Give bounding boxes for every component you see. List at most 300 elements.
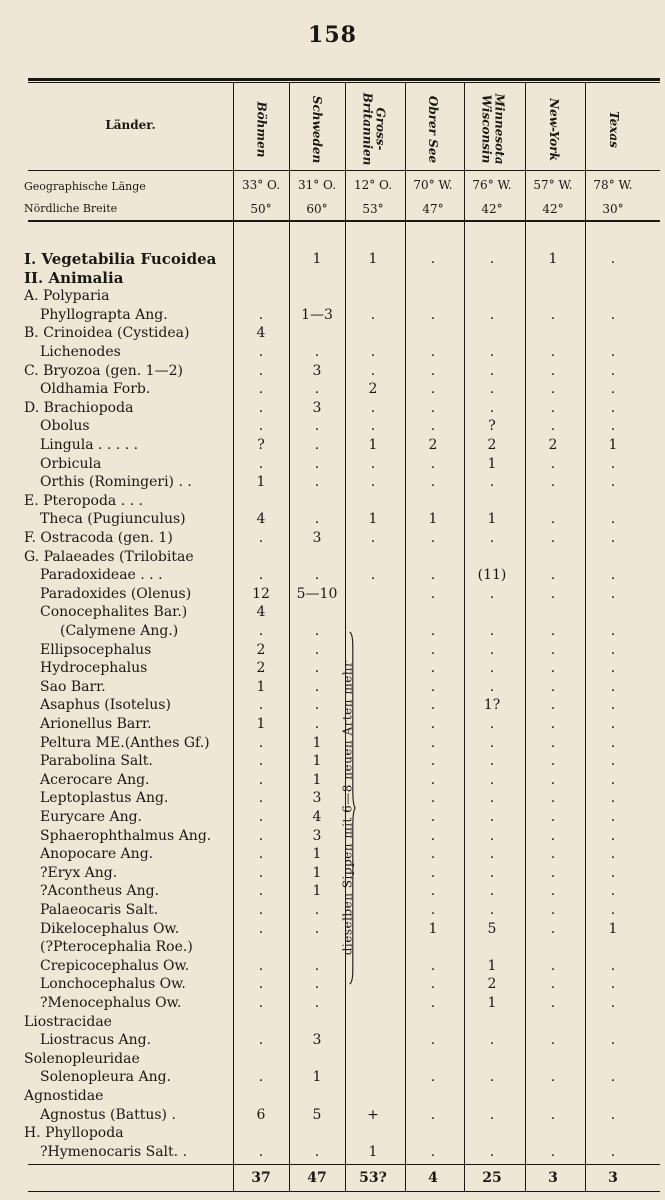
column-header-line: Wisconsin — [479, 94, 494, 164]
count-cell: . — [550, 771, 556, 788]
count-cell: . — [258, 399, 264, 416]
count-cell: . — [314, 567, 320, 584]
count-cell: . — [550, 976, 556, 993]
taxon-label: G. Palaeades (Trilobitae — [24, 548, 194, 565]
count-cell: . — [314, 474, 320, 491]
count-cell: 1 — [608, 920, 618, 937]
count-cell: . — [370, 530, 376, 546]
geo-lat-value: 30° — [602, 202, 624, 216]
table-row — [0, 492, 665, 511]
count-cell: . — [258, 976, 264, 993]
count-cell: . — [489, 362, 495, 379]
count-cell: . — [550, 511, 556, 528]
geo-lat-value: 42° — [481, 202, 503, 216]
count-cell: . — [258, 530, 264, 546]
table-row — [0, 1031, 665, 1050]
count-cell: . — [314, 641, 320, 658]
count-cell: . — [550, 1069, 556, 1086]
count-cell: . — [489, 344, 495, 360]
count-cell: . — [370, 455, 376, 472]
count-cell: 2 — [368, 381, 378, 398]
count-cell: . — [489, 753, 495, 770]
count-cell: 1 — [487, 957, 497, 974]
taxon-label: Solenopleura Ang. — [40, 1069, 171, 1086]
count-cell: 1 — [256, 716, 266, 732]
column-header-label — [479, 93, 505, 164]
count-cell: . — [430, 306, 436, 323]
taxon-label: Orbicula — [40, 455, 102, 472]
taxon-label: H. Phyllopoda — [24, 1125, 124, 1142]
taxon-label: Crepicocephalus Ow. — [40, 957, 190, 974]
count-cell: . — [550, 864, 556, 881]
count-cell: . — [489, 474, 495, 491]
taxon-label: ?Acontheus Ang. — [40, 883, 160, 900]
count-cell: . — [258, 306, 264, 323]
count-cell: . — [258, 957, 264, 974]
count-cell: . — [370, 474, 376, 491]
count-cell: 1 — [548, 251, 558, 267]
count-cell: . — [550, 995, 556, 1011]
count-cell: 1 — [312, 734, 322, 751]
geo-lat-value: 53° — [362, 202, 384, 216]
count-cell: 1 — [368, 251, 378, 267]
table-row — [0, 1106, 665, 1125]
count-cell: 5 — [487, 920, 497, 937]
count-cell: (11) — [477, 567, 507, 584]
table-row — [0, 1124, 665, 1143]
count-cell: . — [610, 455, 616, 472]
count-cell: . — [314, 344, 320, 360]
taxon-label: Eurycare Ang. — [40, 809, 142, 825]
column-header — [297, 88, 337, 170]
table-row — [0, 1087, 665, 1106]
count-cell: . — [258, 381, 264, 398]
count-cell: . — [430, 1032, 436, 1049]
count-cell: . — [489, 641, 495, 658]
count-cell: . — [430, 418, 436, 435]
count-cell: . — [258, 809, 264, 825]
count-cell: 4 — [312, 809, 322, 825]
count-cell: . — [430, 864, 436, 881]
count-cell: . — [610, 660, 616, 677]
count-cell: . — [610, 995, 616, 1011]
count-cell: . — [489, 585, 495, 602]
count-cell: . — [550, 716, 556, 732]
count-cell: . — [489, 734, 495, 751]
table-rule — [28, 78, 660, 81]
taxon-label: Acerocare Ang. — [40, 771, 150, 788]
taxon-label: Phyllograpta Ang. — [40, 306, 168, 323]
count-cell: . — [489, 306, 495, 323]
count-cell: . — [258, 864, 264, 881]
count-cell: 2 — [428, 437, 438, 453]
count-cell: . — [430, 1143, 436, 1160]
count-cell: . — [430, 902, 436, 918]
count-cell: . — [550, 530, 556, 546]
count-cell: . — [610, 641, 616, 658]
count-cell: . — [550, 1106, 556, 1123]
taxon-label: Liostracidae — [24, 1013, 112, 1030]
taxon-label: Theca (Pugiunculus) — [40, 511, 186, 528]
table-row — [0, 1068, 665, 1087]
taxon-label: Conocephalites Bar.) — [40, 604, 188, 621]
count-cell: . — [430, 585, 436, 602]
count-cell: . — [610, 753, 616, 770]
count-cell: . — [489, 846, 495, 863]
count-cell: . — [550, 362, 556, 379]
count-cell: . — [430, 846, 436, 863]
count-cell: 1 — [487, 511, 497, 528]
count-cell: . — [370, 567, 376, 584]
table-row — [0, 362, 665, 381]
count-cell: 1 — [608, 437, 618, 453]
count-cell: 1 — [428, 511, 438, 528]
count-cell: . — [550, 957, 556, 974]
column-header — [533, 88, 573, 170]
count-cell: . — [610, 474, 616, 491]
taxon-label: D. Brachiopoda — [24, 399, 134, 416]
count-cell: . — [258, 753, 264, 770]
table-row — [0, 287, 665, 306]
taxon-label: II. Animalia — [24, 268, 124, 287]
count-cell: 1 — [312, 753, 322, 770]
count-cell: . — [489, 678, 495, 695]
count-cell: . — [430, 344, 436, 360]
count-cell: 1 — [312, 883, 322, 900]
count-cell: . — [550, 920, 556, 937]
count-cell: . — [610, 697, 616, 714]
taxon-label: ?Hymenocaris Salt. . — [40, 1143, 188, 1160]
count-cell: . — [610, 902, 616, 918]
count-cell: + — [367, 1106, 379, 1123]
count-cell: . — [430, 362, 436, 379]
count-cell: . — [550, 399, 556, 416]
taxon-label: Palaeocaris Salt. — [40, 902, 159, 918]
count-cell: . — [610, 623, 616, 639]
count-cell: . — [489, 790, 495, 807]
count-cell: . — [314, 920, 320, 937]
count-cell: 1 — [368, 437, 378, 453]
table-row — [0, 399, 665, 418]
count-cell: 6 — [256, 1106, 266, 1123]
count-cell: . — [610, 716, 616, 732]
geo-lat-value: 50° — [250, 202, 272, 216]
count-cell: . — [314, 957, 320, 974]
geo-length-value: 57° W. — [533, 178, 573, 192]
count-cell: . — [430, 641, 436, 658]
count-cell: . — [489, 1143, 495, 1160]
count-cell: 1 — [312, 251, 322, 267]
column-header-line: Minnesota — [492, 93, 507, 165]
column-header — [472, 88, 512, 170]
count-cell: . — [258, 1143, 264, 1160]
count-cell: . — [258, 344, 264, 360]
count-cell: . — [489, 771, 495, 788]
count-cell: . — [489, 902, 495, 918]
table-row — [0, 417, 665, 436]
geo-lat-value: 47° — [422, 202, 444, 216]
side-note-text: dieselben Sippen mit 6—8 neuen Arten mehr — [340, 660, 355, 956]
count-cell: . — [258, 771, 264, 788]
count-cell: 1 — [312, 846, 322, 863]
count-cell: 1 — [487, 995, 497, 1011]
count-cell: 3 — [312, 399, 322, 416]
count-cell: . — [314, 902, 320, 918]
geo-length-value: 70° W. — [413, 178, 453, 192]
count-cell: . — [430, 381, 436, 398]
count-cell: . — [550, 344, 556, 360]
count-cell: . — [489, 530, 495, 546]
column-header — [593, 88, 633, 170]
count-cell: . — [610, 530, 616, 546]
count-cell: 2 — [548, 437, 558, 453]
table-rule — [28, 170, 660, 171]
taxon-label: Dikelocephalus Ow. — [40, 920, 180, 937]
count-cell: . — [430, 567, 436, 584]
count-cell: . — [610, 809, 616, 825]
count-cell: . — [314, 697, 320, 714]
count-cell: 5—10 — [296, 585, 338, 602]
geo-lat-value: 60° — [306, 202, 328, 216]
count-cell: . — [489, 251, 495, 267]
column-header-label — [547, 98, 560, 161]
count-cell: ? — [257, 437, 265, 453]
count-cell: . — [258, 827, 264, 844]
taxon-label: (Calymene Ang.) — [60, 623, 179, 639]
geo-length-value: 12° O. — [353, 178, 393, 192]
taxon-label: Arionellus Barr. — [40, 716, 152, 732]
count-cell: . — [550, 585, 556, 602]
taxon-label: Solenopleuridae — [24, 1050, 140, 1067]
taxon-label: Paradoxideae . . . — [40, 567, 163, 584]
count-cell: . — [430, 697, 436, 714]
taxon-label: A. Polyparia — [24, 288, 110, 305]
count-cell: . — [610, 1032, 616, 1049]
count-cell: 2 — [487, 976, 497, 993]
table-row — [0, 529, 665, 548]
taxon-label: Oldhamia Forb. — [40, 381, 151, 398]
total-cell: 37 — [251, 1170, 271, 1186]
count-cell: . — [314, 623, 320, 639]
taxon-label: Liostracus Ang. — [40, 1032, 152, 1049]
column-header-line: New-York — [546, 97, 561, 161]
table-rule — [28, 220, 660, 222]
taxon-label: Parabolina Salt. — [40, 753, 153, 770]
count-cell: . — [314, 976, 320, 993]
count-cell: . — [550, 455, 556, 472]
count-cell: . — [430, 455, 436, 472]
count-cell: . — [430, 474, 436, 491]
taxon-label: F. Ostracoda (gen. 1) — [24, 530, 173, 546]
count-cell: . — [430, 771, 436, 788]
total-cell: 3 — [608, 1170, 618, 1186]
count-cell: . — [550, 790, 556, 807]
table-row — [0, 380, 665, 399]
count-cell: 3 — [312, 362, 322, 379]
count-cell: . — [258, 418, 264, 435]
count-cell: . — [610, 846, 616, 863]
column-header-line: Britannien — [360, 92, 374, 166]
taxon-label: Hydrocephalus — [40, 660, 148, 677]
table-row — [0, 510, 665, 529]
count-cell: . — [370, 306, 376, 323]
taxon-label: C. Bryozoa (gen. 1—2) — [24, 362, 183, 379]
count-cell: . — [610, 678, 616, 695]
column-header-line: Texas — [606, 110, 621, 148]
table-row — [0, 548, 665, 567]
count-cell: . — [314, 660, 320, 677]
side-note — [318, 588, 376, 1028]
taxon-label: Agnostidae — [24, 1088, 104, 1104]
table-row — [0, 436, 665, 455]
count-cell: . — [430, 623, 436, 639]
count-cell: . — [489, 660, 495, 677]
laender-label: Länder. — [105, 118, 156, 132]
count-cell: . — [489, 864, 495, 881]
taxon-label: Agnostus (Battus) . — [40, 1106, 176, 1123]
count-cell: 12 — [252, 585, 270, 602]
count-cell: . — [610, 734, 616, 751]
count-cell: . — [550, 381, 556, 398]
taxon-label: Lonchocephalus Ow. — [40, 976, 186, 993]
taxon-label: Obolus — [40, 418, 90, 435]
count-cell: . — [550, 753, 556, 770]
page-number: 158 — [308, 22, 357, 48]
count-cell: . — [610, 251, 616, 267]
count-cell: 1 — [256, 678, 266, 695]
totals-row — [0, 1168, 665, 1190]
count-cell: . — [370, 399, 376, 416]
count-cell: . — [610, 381, 616, 398]
count-cell: . — [550, 623, 556, 639]
taxon-label: Anopocare Ang. — [40, 846, 154, 863]
count-cell: . — [258, 995, 264, 1011]
taxon-label: Lingula . . . . . — [40, 437, 139, 453]
taxon-label: E. Pteropoda . . . — [24, 492, 143, 509]
count-cell: . — [610, 790, 616, 807]
count-cell: . — [610, 585, 616, 602]
taxon-label: B. Crinoidea (Cystidea) — [24, 325, 190, 342]
taxon-label: Leptoplastus Ang. — [40, 790, 169, 807]
count-cell: . — [430, 809, 436, 825]
count-cell: . — [610, 306, 616, 323]
count-cell: . — [314, 995, 320, 1011]
table-rule — [28, 82, 660, 83]
count-cell: . — [258, 623, 264, 639]
count-cell: . — [430, 1106, 436, 1123]
count-cell: . — [610, 771, 616, 788]
count-cell: . — [550, 641, 556, 658]
count-cell: . — [430, 251, 436, 267]
table-rule — [28, 1164, 660, 1165]
count-cell: . — [610, 976, 616, 993]
count-cell: . — [489, 381, 495, 398]
count-cell: . — [258, 846, 264, 863]
count-cell: . — [258, 697, 264, 714]
count-cell: . — [550, 660, 556, 677]
count-cell: 3 — [312, 530, 322, 546]
count-cell: . — [430, 753, 436, 770]
count-cell: . — [550, 697, 556, 714]
count-cell: . — [610, 567, 616, 584]
taxon-label: ?Menocephalus Ow. — [40, 995, 182, 1011]
count-cell: . — [370, 344, 376, 360]
taxon-label: Orthis (Romingeri) . . — [40, 474, 192, 491]
count-cell: 1 — [368, 511, 378, 528]
table-row — [0, 455, 665, 474]
count-cell: . — [430, 790, 436, 807]
taxon-label: ?Eryx Ang. — [40, 864, 118, 881]
count-cell: . — [550, 809, 556, 825]
geo-length-value: 78° W. — [593, 178, 633, 192]
count-cell: . — [550, 418, 556, 435]
table-row — [0, 1143, 665, 1162]
count-cell: 3 — [312, 790, 322, 807]
count-cell: . — [258, 455, 264, 472]
count-cell: . — [550, 1143, 556, 1160]
count-cell: . — [610, 883, 616, 900]
count-cell: . — [610, 399, 616, 416]
count-cell: 4 — [256, 325, 266, 342]
curly-brace — [348, 586, 356, 1030]
count-cell: . — [314, 716, 320, 732]
count-cell: 1—3 — [301, 306, 333, 323]
count-cell: . — [610, 344, 616, 360]
count-cell: 1 — [312, 864, 322, 881]
count-cell: . — [258, 1069, 264, 1086]
table-rule — [28, 1191, 660, 1192]
taxon-label: I. Vegetabilia Fucoidea — [24, 250, 217, 268]
count-cell: . — [314, 437, 320, 453]
total-cell: 3 — [548, 1170, 558, 1186]
table-row — [0, 473, 665, 492]
count-cell: ? — [488, 418, 496, 435]
taxon-label: Ellipsocephalus — [40, 641, 152, 658]
count-cell: . — [258, 567, 264, 584]
count-cell: . — [258, 902, 264, 918]
count-cell: . — [610, 1069, 616, 1086]
count-cell: . — [258, 734, 264, 751]
count-cell: . — [430, 883, 436, 900]
count-cell: . — [314, 418, 320, 435]
column-header-label — [427, 95, 440, 162]
column-header — [353, 88, 393, 170]
table-row — [0, 566, 665, 585]
table-row — [0, 343, 665, 362]
count-cell: . — [489, 623, 495, 639]
count-cell: . — [430, 1069, 436, 1086]
count-cell: . — [258, 883, 264, 900]
table-row — [0, 1050, 665, 1069]
count-cell: . — [258, 362, 264, 379]
count-cell: . — [489, 883, 495, 900]
count-cell: . — [550, 678, 556, 695]
column-header-line: Schweden — [310, 95, 325, 163]
count-cell: 1 — [312, 771, 322, 788]
taxon-label: Peltura ME.(Anthes Gf.) — [40, 734, 210, 751]
count-cell: 1 — [428, 920, 438, 937]
count-cell: . — [550, 1032, 556, 1049]
count-cell: . — [314, 381, 320, 398]
count-cell: . — [550, 902, 556, 918]
count-cell: . — [550, 827, 556, 844]
count-cell: . — [489, 827, 495, 844]
count-cell: . — [430, 399, 436, 416]
column-header-line: Obrer See — [426, 95, 441, 163]
total-cell: 4 — [428, 1170, 438, 1186]
count-cell: . — [430, 716, 436, 732]
count-cell: 3 — [312, 1032, 322, 1049]
